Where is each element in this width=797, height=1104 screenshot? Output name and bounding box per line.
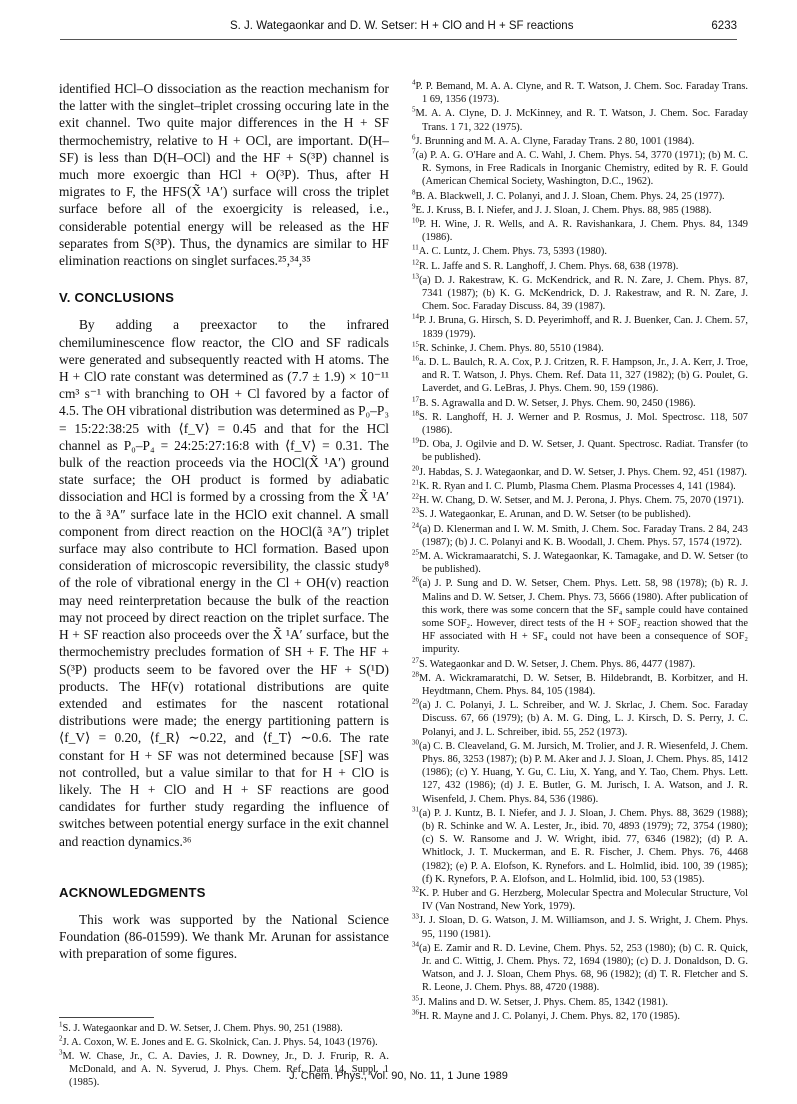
reference-number: 1 (59, 1020, 63, 1029)
reference-text: S. Wategaonkar and D. W. Setser, J. Chem. Phys. 86, 4477 (1987). (419, 658, 696, 670)
reference-item (412, 314, 748, 340)
reference-text: (a) J. P. Sung and D. W. Setser, Chem. Phys. Lett. 58, 98 (1978); (b) R. J. Malins and D. W. Setser, J. Chem. Phys. 73, 5666 (1980). After publication of this work, there was some concern that the SF₄ sample could have contained some SOF₂. However, direct tests of the H + SOF₂ reaction showed that the HF associated with H + SF₄ could not have been a consequence of SOF₂ impurity. (419, 578, 748, 656)
reference-number: 23 (412, 506, 419, 515)
reference-text: M. W. Chase, Jr., C. A. Davies, J. R. Downey, Jr., D. J. Frurip, R. A. McDonald, and A. N. Syverud, J. Phys. Chem. Ref. Data 14, Suppl. 1 (1985). (62, 1050, 389, 1089)
reference-text: M. A. Wickramaratchi, D. W. Setser, B. Hildebrandt, B. Korbitzer, and H. Heydtmann, Chem. Phys. 84, 105 (1984). (419, 672, 748, 697)
reference-item (59, 1022, 389, 1035)
reference-item (412, 807, 748, 886)
reference-item (412, 397, 748, 410)
reference-item (412, 342, 748, 355)
page-number: 6233 (711, 20, 737, 32)
reference-number: 28 (412, 670, 419, 679)
reference-number: 20 (412, 464, 419, 473)
right-column (412, 80, 748, 1024)
reference-number: 22 (412, 492, 419, 501)
reference-text: R. Schinke, J. Chem. Phys. 80, 5510 (1984). (419, 342, 604, 354)
reference-number: 2 (59, 1034, 63, 1043)
reference-item (412, 523, 748, 549)
reference-text: K. P. Huber and G. Herzberg, Molecular Spectra and Molecular Structure, Vol IV (Van Nostrand, New York, 1979). (419, 887, 748, 913)
reference-item (412, 204, 748, 217)
reference-number: 9 (412, 202, 416, 211)
reference-text: M. A. A. Clyne, D. J. McKinney, and R. T. Watson, J. Chem. Soc. Faraday Trans. 1 71, 322 (1975). (415, 108, 748, 133)
reference-item (412, 887, 748, 913)
intro-paragraph: identified HCl–O dissociation as the reaction mechanism for the latter with the singlet–triplet crossing occuring late in the exit channel. Two quite major differences in the H + SF thermochemistry, relative to H + OCl, are important. D(H–SF) is less than D(H–OCl) and the HF + S(³P) channel is much more exoergic than HCl + O(³P). Thus, after H migrates to F, the HFS(X̃ ¹A′) surface will cross the triplet surface before all of the exoergicity is released, i.e., considerable potential energy will be released as the HF separates from S(³P). Thus, the dynamics are similar to HF elimination reactions on singlet surfaces.²⁵,³⁴,³⁵ (59, 81, 389, 269)
reference-number: 25 (412, 548, 419, 557)
reference-text: J. Brunning and M. A. A. Clyne, Faraday Trans. 2 80, 1001 (1984). (415, 135, 695, 147)
reference-number: 13 (412, 272, 419, 281)
reference-item (412, 218, 748, 244)
reference-number: 31 (412, 805, 419, 814)
running-title: S. J. Wategaonkar and D. W. Setser: H + ClO and H + SF reactions (230, 20, 574, 32)
reference-list-right (412, 80, 748, 1023)
reference-text: S. J. Wategaonkar and D. W. Setser, J. Chem. Phys. 90, 251 (1988). (62, 1022, 343, 1034)
reference-item (412, 740, 748, 806)
reference-number: 33 (412, 912, 419, 921)
reference-text: P. J. Bruna, G. Hirsch, S. D. Peyerimhoff, and R. J. Buenker, Can. J. Chem. 57, 1839 (1979). (419, 315, 748, 340)
reference-text: J. A. Coxon, W. E. Jones and E. G. Skolnick, Can. J. Phys. 54, 1043 (1976). (62, 1036, 378, 1048)
reference-item (412, 260, 748, 273)
reference-number: 4 (412, 78, 416, 87)
reference-number: 11 (412, 243, 419, 252)
reference-text: M. A. Wickramaaratchi, S. J. Wategaonkar, K. Tamagake, and D. W. Setser (to be published). (419, 550, 748, 576)
reference-item (412, 996, 748, 1009)
reference-text: (a) E. Zamir and R. D. Levine, Chem. Phys. 52, 253 (1980); (b) C. R. Quick, Jr. and C. Wittig, J. Chem. Phys. 72, 1694 (1980); (c) D. J. Donaldson, D. G. Watson, and J. J. Sloan, Chem Phys. 68, 96 (1982); (d) T. R. Fletcher and S. R. Leone, J. Chem. Phys. 88, 4720 (1988). (419, 942, 748, 994)
acknowledgments-heading: ACKNOWLEDGMENTS (59, 884, 206, 900)
reference-text: E. J. Kruss, B. I. Niefer, and J. J. Sloan, J. Chem. Phys. 88, 985 (1988). (415, 204, 712, 216)
reference-item (412, 699, 748, 739)
reference-number: 29 (412, 697, 419, 706)
reference-number: 32 (412, 885, 419, 894)
reference-number: 10 (412, 216, 419, 225)
reference-item (59, 1036, 389, 1049)
reference-number: 14 (412, 312, 419, 321)
reference-text: S. J. Wategaonkar, E. Arunan, and D. W. Setser (to be published). (419, 509, 691, 521)
reference-number: 35 (412, 994, 419, 1003)
reference-text: B. S. Agrawalla and D. W. Setser, J. Phys. Chem. 90, 2450 (1986). (419, 397, 696, 409)
reference-number: 27 (412, 656, 419, 665)
reference-item (412, 658, 748, 671)
reference-text: S. R. Langhoff, H. J. Werner and P. Rosmus, J. Mol. Spectrosc. 118, 507 (1986). (419, 411, 748, 437)
reference-number: 36 (412, 1008, 419, 1017)
reference-number: 26 (412, 575, 419, 584)
reference-text: P. P. Bemand, M. A. A. Clyne, and R. T. Watson, J. Chem. Soc. Faraday Trans. 1 69, 1356 (1973). (415, 81, 748, 106)
reference-number: 30 (412, 738, 419, 747)
reference-item (412, 1010, 748, 1023)
reference-item (412, 438, 748, 464)
reference-number: 21 (412, 478, 419, 487)
reference-number: 3 (59, 1048, 63, 1057)
reference-item (412, 411, 748, 437)
footnote-rule (59, 1017, 154, 1018)
reference-item (412, 245, 748, 258)
reference-number: 7 (412, 147, 416, 156)
running-header (60, 16, 737, 38)
reference-text: (a) J. C. Polanyi, J. L. Schreiber, and W. J. Skrlac, J. Chem. Soc. Faraday Discuss. 67, 66 (1979); (b) A. M. G. Ding, L. J. Kirsch, D. S. Perry, J. C. Polanyi, and J. L. Schreiber, ibid. 55, 252 (1973). (419, 700, 748, 738)
reference-number: 15 (412, 340, 419, 349)
reference-text: (a) P. A. G. O'Hare and A. C. Wahl, J. Chem. Phys. 54, 3770 (1971); (b) M. C. R. Symons, in Free Radicals in Inorganic Chemistry, edited by R. F. Gould (American Chemical Society, Washington, D.C., 1962). (415, 150, 748, 188)
reference-text: J. Malins and D. W. Setser, J. Phys. Chem. 85, 1342 (1981). (419, 996, 668, 1008)
reference-text: a. D. L. Baulch, R. A. Cox, P. J. Critzen, R. F. Hampson, Jr., J. A. Kerr, J. Troe, and R. T. Watson, J. Phys. Chem. Ref. Data 11, 327 (1982); (b) G. Poulet, G. Laverdet, and G. LeBras, J. Phys. Chem. 90, 159 (1986). (419, 357, 748, 395)
reference-item (412, 480, 748, 493)
page-footer: J. Chem. Phys., Vol. 90, No. 11, 1 June 1989 (289, 1070, 508, 1082)
reference-item (412, 550, 748, 576)
reference-number: 18 (412, 409, 419, 418)
reference-item (412, 190, 748, 203)
reference-item (412, 80, 748, 106)
reference-number: 6 (412, 133, 416, 142)
reference-text: (a) D. Klenerman and I. W. M. Smith, J. Chem. Soc. Faraday Trans. 2 84, 243 (1987); (b) J. C. Polanyi and K. B. Woodall, J. Chem. Phys. 57, 1574 (1972). (419, 523, 748, 548)
reference-number: 8 (412, 188, 416, 197)
reference-item (412, 494, 748, 507)
reference-item (412, 942, 748, 995)
reference-item (412, 107, 748, 133)
reference-text: H. W. Chang, D. W. Setser, and M. J. Perona, J. Phys. Chem. 75, 2070 (1971). (419, 495, 744, 507)
acknowledgments-paragraph: This work was supported by the National Science Foundation (86-01599). We thank Mr. Arunan for assistance with preparation of some figures. (59, 911, 389, 962)
reference-number: 34 (412, 940, 419, 949)
reference-text: (a) P. J. Kuntz, B. I. Niefer, and J. J. Sloan, J. Chem. Phys. 88, 3629 (1988); (b) R. Schinke and W. A. Lester, Jr., ibid. 70, 4893 (1979); 72, 3754 (1980); (c) S. W. Ransome and J. W. Wright, ibid. 77, 6346 (1982); (d) P. A. Whitlock, J. T. Muckerman, and E. R. Fischer, J. Chem. Phys. 76, 4468 (1982); (e) P. A. Elofson, K. Rynefors. and L. Holmlid, ibid. 100, 39 (1985); (f) K. Rynefors, P. A. Elofson, and L. Holmlid, ibid. 100, 53 (1985). (419, 807, 748, 885)
reference-text: D. Oba, J. Ogilvie and D. W. Setser, J. Quant. Spectrosc. Radiat. Transfer (to be published). (419, 439, 748, 464)
left-column (59, 80, 389, 1091)
reference-text: P. H. Wine, J. R. Wells, and A. R. Ravishankara, J. Chem. Phys. 84, 1349 (1986). (419, 219, 748, 244)
reference-text: R. L. Jaffe and S. R. Langhoff, J. Chem. Phys. 68, 638 (1978). (419, 260, 679, 272)
conclusions-paragraph: By adding a preexactor to the infrared chemiluminescence flow reactor, the ClO and SF radicals were generated and subsequently reacted with H atoms. The H + ClO rate constant was determined as (7.7 ± 1.9) × 10⁻¹¹ cm³ s⁻¹ with branching to OH + Cl favored by a factor of 4.5. The OH vibrational distribution was determined as P₀–P₃ = 15:22:38:25 with ⟨f_V⟩ = 0.45 and that for the HCl channel as P₀–P₄ = 24:25:27:16:8 with ⟨f_V⟩ = 0.31. The bulk of the reaction proceeds via the HOCl(X̃ ¹A′) ground state surface; the OH product is formed by adiabatic dissociation and HCl is formed by a crossing from the X̃ ¹A′ to the ã ³A″ surface late in the HClO exit channel. A small component from direct reaction on the HOCl(ã ³A″) triplet surface may also contribute to HCl formation. Based upon consideration of microscopic reversibility, the classic study⁸ of the role of vibrational energy in the Cl + OH(v) reaction may need reinterpretation because the bulk of the reaction may not proceed by direct reaction on the triplet surface. The H + SF reaction also proceeds over the X̃ ¹A′ surface, but the thermochemistry precludes formation of SH + F. The HF + S(³P) products seem to be favored over the HF + S(¹D) products. The HF(v) rotational distributions are quite extended and estimates for the nascent rotational distributions were made; the energy partitioning pattern is ⟨f_V⟩ = 0.20, ⟨f_R⟩ ∼0.22, and ⟨f_T⟩ ∼0.6. The rate constant for H + SF was not determined because [SF] was not controlled, but a value similar to that for H + ClO is likely. The H + ClO and H + SF reactions are good candidates for further study regarding the influence of switches between potential energy surface in the exit channel and reaction dynamics.³⁶ (59, 317, 389, 849)
reference-text: (a) D. J. Rakestraw, K. G. McKendrick, and R. N. Zare, J. Chem. Phys. 87, 7341 (1987); (b) K. G. McKendrick, D. J. Rakestraw, and R. N. Zare, J. Chem. Soc. Faraday Discuss. 84, 39 (1987). (419, 274, 748, 313)
reference-number: 17 (412, 395, 419, 404)
reference-number: 24 (412, 521, 419, 530)
reference-text: K. R. Ryan and I. C. Plumb, Plasma Chem. Plasma Processes 4, 141 (1984). (419, 480, 736, 492)
reference-text: J. Habdas, S. J. Wategaonkar, and D. W. Setser, J. Phys. Chem. 92, 451 (1987). (419, 466, 748, 478)
conclusions-heading: V. CONCLUSIONS (59, 290, 175, 306)
reference-text: A. C. Luntz, J. Chem. Phys. 73, 5393 (1980). (418, 246, 607, 258)
reference-text: H. R. Mayne and J. C. Polanyi, J. Chem. Phys. 82, 170 (1985). (419, 1010, 680, 1022)
reference-item (412, 274, 748, 314)
reference-item (412, 135, 748, 148)
reference-text: (a) C. B. Cleaveland, G. M. Jursich, M. Trolier, and J. R. Wiesenfeld, J. Chem. Phys. 86, 3253 (1987); (b) P. M. Aker and J. J. Sloan, J. Chem. Phys. 85, 1412 (1986); (c) Y. Huang, Y. Gu, C. Liu, X. Yang, and Y. Tao, Chem. Phys. Lett. 127, 432 (1986); (d) J. E. Butler, G. M. Jurisch, I. A. Watson, and J. R. Wisenfeld, J. Chem. Phys. 84, 536 (1986). (419, 740, 748, 805)
reference-number: 12 (412, 258, 419, 267)
reference-text: B. A. Blackwell, J. C. Polanyi, and J. J. Sloan, Chem. Phys. 24, 25 (1977). (415, 190, 725, 202)
reference-item (412, 466, 748, 479)
reference-number: 16 (412, 354, 419, 363)
reference-item (412, 914, 748, 940)
reference-number: 5 (412, 105, 416, 114)
reference-item (412, 672, 748, 698)
header-rule (60, 39, 737, 40)
reference-number: 19 (412, 436, 419, 445)
reference-text: J. J. Sloan, D. G. Watson, J. M. Williamson, and J. S. Wright, J. Chem. Phys. 95, 1190 (1981). (419, 915, 748, 940)
reference-item (412, 577, 748, 656)
reference-item (412, 356, 748, 396)
reference-item (412, 508, 748, 521)
reference-item (412, 149, 748, 189)
